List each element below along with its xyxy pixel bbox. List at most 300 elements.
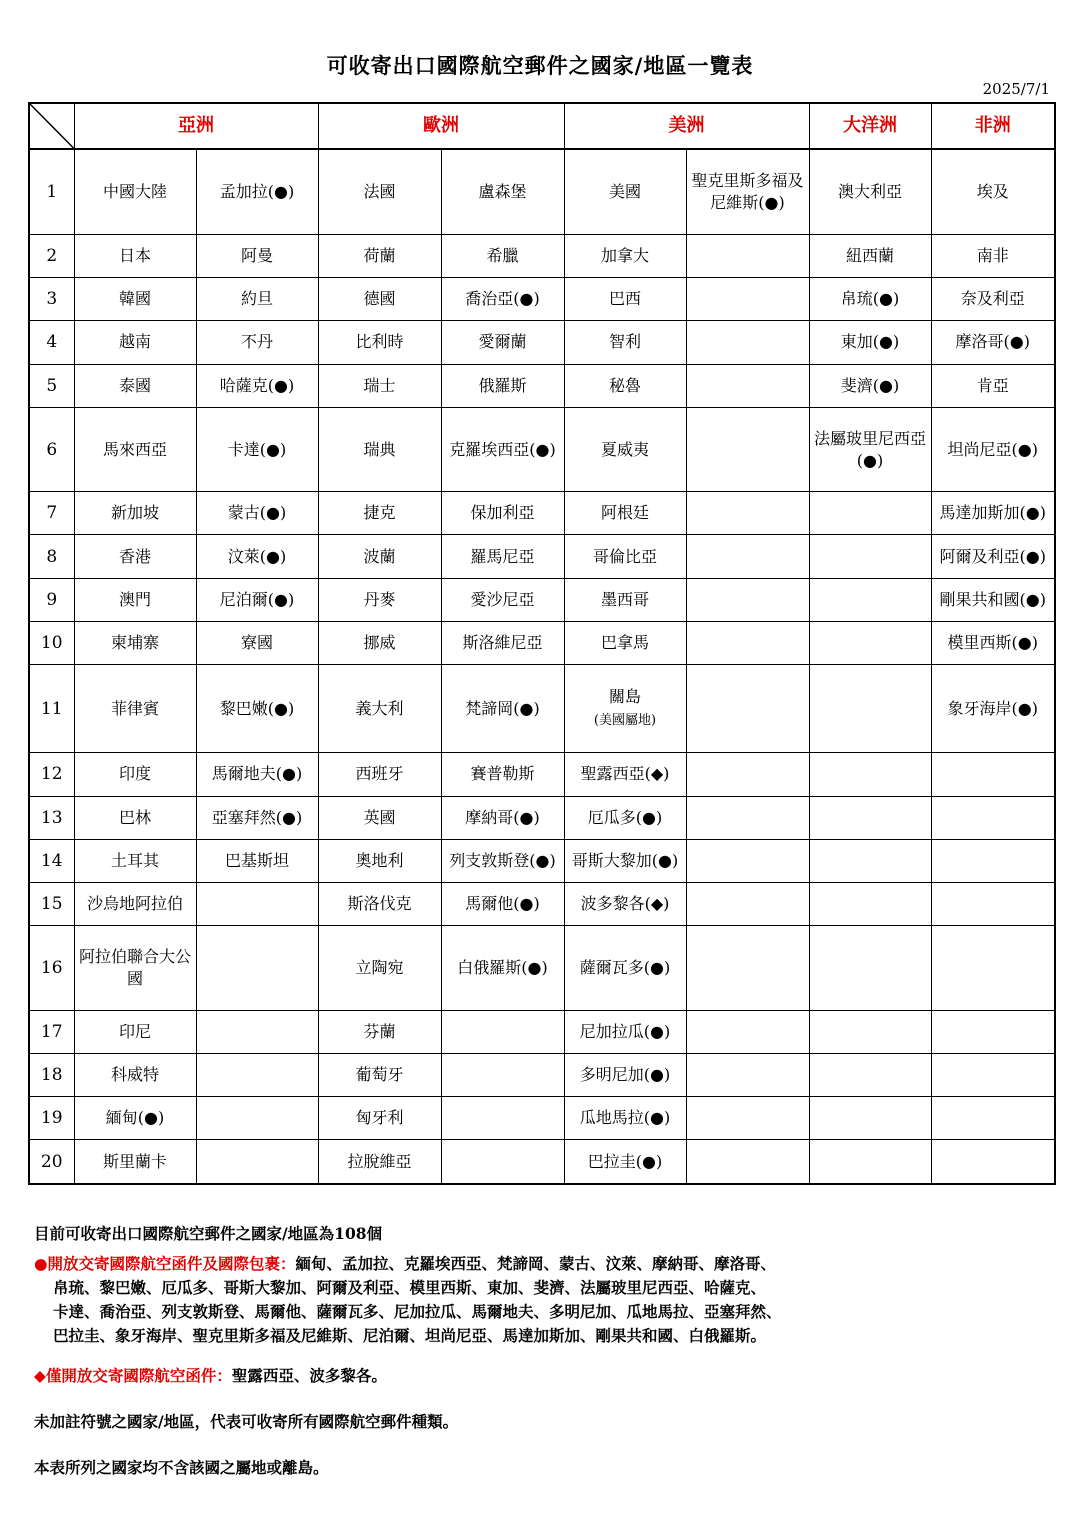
row-number: 15 bbox=[40, 894, 63, 915]
country-cell bbox=[441, 1097, 564, 1140]
row-number-cell bbox=[29, 407, 74, 492]
country-cell bbox=[441, 839, 564, 882]
table-row bbox=[29, 535, 1055, 578]
country-cell bbox=[686, 1097, 809, 1140]
country-cell bbox=[564, 149, 686, 234]
country-name: 模里西斯(●) bbox=[947, 632, 1038, 652]
country-cell bbox=[564, 1053, 686, 1096]
country-name: 秘魯 bbox=[608, 375, 641, 395]
country-name: 波多黎各(◆) bbox=[580, 894, 670, 914]
dot-legend bbox=[34, 1252, 1044, 1276]
country-name: 瓜地馬拉(●) bbox=[579, 1108, 671, 1128]
country-name: 印尼 bbox=[118, 1021, 151, 1041]
country-cell bbox=[686, 753, 809, 796]
country-cell bbox=[74, 234, 196, 277]
country-name: 波蘭 bbox=[363, 546, 396, 566]
country-cell bbox=[318, 234, 441, 277]
country-name: 中國大陸 bbox=[102, 181, 167, 201]
country-name: 法國 bbox=[363, 181, 396, 201]
table-row bbox=[29, 1053, 1055, 1096]
row-number: 16 bbox=[40, 957, 63, 978]
country-cell bbox=[564, 882, 686, 925]
country-name: 加拿大 bbox=[600, 246, 649, 266]
country-name: 阿爾及利亞(●) bbox=[939, 546, 1046, 566]
corner-diagonal-cell bbox=[29, 103, 74, 149]
country-name: 巴拉圭(●) bbox=[587, 1151, 663, 1171]
country-cell bbox=[318, 839, 441, 882]
country-cell bbox=[196, 839, 318, 882]
country-name: 哥倫比亞 bbox=[592, 546, 657, 566]
country-cell bbox=[196, 1053, 318, 1096]
table-row bbox=[29, 926, 1055, 1011]
country-cell bbox=[564, 364, 686, 407]
country-cell bbox=[318, 278, 441, 321]
diamond-legend bbox=[34, 1364, 1044, 1388]
country-cell bbox=[196, 535, 318, 578]
country-cell bbox=[74, 665, 196, 753]
country-name: 印度 bbox=[118, 764, 151, 784]
country-cell bbox=[686, 149, 809, 234]
country-name: 墨西哥 bbox=[600, 589, 649, 609]
country-name: 哥斯大黎加(●) bbox=[571, 850, 679, 870]
country-cell bbox=[931, 665, 1055, 753]
country-cell bbox=[686, 1010, 809, 1053]
diamond-legend-text: 聖露西亞、波多黎各。 bbox=[231, 1366, 387, 1385]
country-name: 阿拉伯聯合大公國 bbox=[78, 946, 191, 988]
country-cell bbox=[564, 621, 686, 664]
country-cell bbox=[196, 578, 318, 621]
row-number-cell bbox=[29, 535, 74, 578]
country-name: 馬爾地夫(●) bbox=[211, 764, 303, 784]
country-name: 阿曼 bbox=[240, 246, 273, 266]
country-cell bbox=[686, 278, 809, 321]
country-cell bbox=[74, 796, 196, 839]
row-number: 20 bbox=[40, 1151, 63, 1172]
country-cell bbox=[564, 492, 686, 535]
country-cell bbox=[74, 407, 196, 492]
country-cell bbox=[74, 578, 196, 621]
country-cell bbox=[441, 926, 564, 1011]
country-cell bbox=[441, 535, 564, 578]
country-name: 挪威 bbox=[363, 632, 396, 652]
row-number-cell bbox=[29, 621, 74, 664]
row-number: 18 bbox=[40, 1065, 63, 1085]
country-cell bbox=[809, 796, 931, 839]
country-cell bbox=[441, 234, 564, 277]
country-name: 哈薩克(●) bbox=[219, 375, 295, 395]
country-cell bbox=[564, 234, 686, 277]
country-cell bbox=[441, 1053, 564, 1096]
country-cell bbox=[196, 926, 318, 1011]
country-name: 拉脫維亞 bbox=[347, 1151, 412, 1171]
page-title: 可收寄出口國際航空郵件之國家/地區一覽表 bbox=[326, 53, 754, 78]
table-row bbox=[29, 149, 1055, 234]
row-number: 13 bbox=[40, 807, 63, 828]
country-name: 斯里蘭卡 bbox=[102, 1151, 167, 1171]
country-cell bbox=[931, 364, 1055, 407]
row-number-cell bbox=[29, 578, 74, 621]
country-name: 英國 bbox=[363, 807, 396, 827]
country-cell bbox=[564, 1097, 686, 1140]
country-name: 南非 bbox=[976, 246, 1009, 266]
table-row bbox=[29, 665, 1055, 753]
country-cell bbox=[809, 578, 931, 621]
country-name: 新加坡 bbox=[110, 503, 159, 523]
country-cell bbox=[809, 321, 931, 364]
country-cell bbox=[686, 578, 809, 621]
country-cell bbox=[441, 1140, 564, 1184]
country-name: 荷蘭 bbox=[363, 246, 396, 266]
country-name: 不丹 bbox=[240, 332, 273, 352]
country-cell bbox=[686, 882, 809, 925]
table-row bbox=[29, 796, 1055, 839]
row-number: 6 bbox=[46, 439, 58, 460]
country-cell bbox=[931, 234, 1055, 277]
country-name: 紐西蘭 bbox=[845, 246, 894, 266]
country-cell bbox=[686, 839, 809, 882]
country-cell bbox=[686, 321, 809, 364]
country-name: 剛果共和國(●) bbox=[939, 589, 1046, 609]
country-cell bbox=[318, 1140, 441, 1184]
country-cell bbox=[74, 753, 196, 796]
country-cell bbox=[318, 796, 441, 839]
country-name: 白俄羅斯(●) bbox=[457, 957, 548, 977]
table-row bbox=[29, 1010, 1055, 1053]
country-cell bbox=[441, 753, 564, 796]
country-name: 香港 bbox=[118, 546, 151, 566]
country-cell bbox=[809, 149, 931, 234]
dot-legend-line1: 緬甸、孟加拉、克羅埃西亞、梵諦岡、蒙古、汶萊、摩納哥、摩洛哥、 bbox=[295, 1254, 777, 1273]
country-cell bbox=[931, 535, 1055, 578]
country-cell bbox=[441, 578, 564, 621]
country-cell bbox=[931, 578, 1055, 621]
country-cell bbox=[809, 535, 931, 578]
country-cell bbox=[686, 1140, 809, 1184]
country-name: 聖克里斯多福及尼維斯(●) bbox=[691, 170, 804, 212]
country-cell bbox=[196, 492, 318, 535]
country-name: 沙烏地阿拉伯 bbox=[86, 894, 183, 914]
country-cell bbox=[74, 321, 196, 364]
country-name: 坦尚尼亞(●) bbox=[947, 439, 1038, 459]
unmarked-note: 未加註符號之國家/地區，代表可收寄所有國際航空郵件種類。 bbox=[34, 1412, 459, 1431]
region-header-row bbox=[29, 103, 1055, 149]
country-name: 阿根廷 bbox=[600, 503, 649, 523]
country-cell bbox=[318, 149, 441, 234]
country-cell bbox=[196, 234, 318, 277]
country-table bbox=[28, 102, 1056, 1185]
country-name: 葡萄牙 bbox=[355, 1065, 404, 1084]
country-name: 智利 bbox=[608, 332, 641, 352]
country-cell bbox=[564, 1140, 686, 1184]
country-cell bbox=[686, 234, 809, 277]
country-cell bbox=[931, 839, 1055, 882]
country-cell bbox=[564, 535, 686, 578]
country-cell bbox=[318, 321, 441, 364]
country-name: 丹麥 bbox=[363, 589, 396, 609]
country-cell bbox=[318, 578, 441, 621]
region-asia: 亞洲 bbox=[74, 103, 318, 149]
country-cell bbox=[564, 926, 686, 1011]
country-name: 越南 bbox=[118, 332, 151, 352]
row-number: 17 bbox=[40, 1021, 63, 1042]
country-cell bbox=[931, 882, 1055, 925]
row-number-cell bbox=[29, 926, 74, 1011]
country-cell bbox=[564, 796, 686, 839]
row-number: 11 bbox=[40, 698, 63, 719]
country-cell bbox=[809, 278, 931, 321]
row-number-cell bbox=[29, 1097, 74, 1140]
country-name: 羅馬尼亞 bbox=[470, 546, 535, 566]
country-cell bbox=[196, 882, 318, 925]
country-name: 奈及利亞 bbox=[960, 289, 1025, 309]
country-name: 馬來西亞 bbox=[102, 439, 167, 459]
row-number: 3 bbox=[46, 289, 58, 310]
country-cell bbox=[318, 535, 441, 578]
country-cell bbox=[441, 149, 564, 234]
country-name: 厄瓜多(●) bbox=[587, 807, 663, 827]
row-number: 9 bbox=[46, 589, 58, 610]
row-number: 19 bbox=[40, 1108, 63, 1129]
row-number: 12 bbox=[40, 764, 63, 785]
country-name: 卡達(●) bbox=[227, 439, 287, 459]
country-cell bbox=[809, 1097, 931, 1140]
country-cell bbox=[318, 492, 441, 535]
row-number-cell bbox=[29, 149, 74, 234]
country-name: 斐濟(●) bbox=[840, 375, 900, 395]
country-name: 柬埔寨 bbox=[110, 632, 159, 652]
table-row bbox=[29, 882, 1055, 925]
country-cell bbox=[318, 882, 441, 925]
country-name: 菲律賓 bbox=[110, 698, 159, 718]
country-cell bbox=[686, 492, 809, 535]
row-number: 8 bbox=[46, 546, 58, 567]
country-name: 尼泊爾(●) bbox=[219, 589, 295, 609]
country-name: 希臘 bbox=[486, 246, 519, 266]
country-name: 梵諦岡(●) bbox=[465, 698, 540, 718]
country-name: 捷克 bbox=[363, 503, 396, 523]
country-name: 巴基斯坦 bbox=[224, 850, 289, 870]
country-cell bbox=[564, 665, 686, 753]
table-row bbox=[29, 407, 1055, 492]
country-cell bbox=[686, 364, 809, 407]
country-cell bbox=[74, 492, 196, 535]
country-name: 俄羅斯 bbox=[478, 375, 527, 395]
row-number-cell bbox=[29, 278, 74, 321]
table-row bbox=[29, 234, 1055, 277]
country-cell bbox=[318, 1010, 441, 1053]
country-cell bbox=[931, 926, 1055, 1011]
country-cell bbox=[809, 1053, 931, 1096]
diamond-legend-label: ◆僅開放交寄國際航空函件： bbox=[34, 1366, 232, 1385]
total-count-note: 目前可收寄出口國際航空郵件之國家/地區為108個 bbox=[34, 1224, 383, 1243]
country-cell bbox=[196, 407, 318, 492]
country-cell bbox=[809, 364, 931, 407]
country-cell bbox=[931, 1097, 1055, 1140]
table-row bbox=[29, 278, 1055, 321]
row-number-cell bbox=[29, 1140, 74, 1184]
country-cell bbox=[931, 1010, 1055, 1053]
country-cell bbox=[931, 753, 1055, 796]
country-cell bbox=[931, 149, 1055, 234]
country-cell bbox=[441, 364, 564, 407]
country-cell bbox=[809, 882, 931, 925]
table-row bbox=[29, 1140, 1055, 1184]
country-name: 約旦 bbox=[240, 289, 273, 309]
country-cell bbox=[196, 753, 318, 796]
country-cell bbox=[74, 149, 196, 234]
country-name: 蒙古(●) bbox=[227, 503, 287, 523]
country-cell bbox=[441, 278, 564, 321]
country-cell bbox=[74, 926, 196, 1011]
table-row bbox=[29, 753, 1055, 796]
country-cell bbox=[441, 796, 564, 839]
country-name: 盧森堡 bbox=[478, 181, 527, 201]
country-cell bbox=[74, 839, 196, 882]
country-cell bbox=[196, 665, 318, 753]
row-number-cell bbox=[29, 364, 74, 407]
country-cell bbox=[318, 364, 441, 407]
region-americas: 美洲 bbox=[564, 103, 809, 149]
country-cell bbox=[931, 407, 1055, 492]
country-cell bbox=[196, 1010, 318, 1053]
country-name: 馬爾他(●) bbox=[465, 894, 540, 914]
country-name: 象牙海岸(●) bbox=[947, 698, 1038, 718]
country-cell bbox=[441, 621, 564, 664]
table-row bbox=[29, 578, 1055, 621]
row-number-cell bbox=[29, 796, 74, 839]
country-cell bbox=[564, 321, 686, 364]
country-name: 瑞典 bbox=[363, 439, 396, 459]
country-cell bbox=[809, 621, 931, 664]
country-cell bbox=[74, 1053, 196, 1096]
country-name: 摩洛哥(●) bbox=[955, 332, 1030, 352]
country-cell bbox=[196, 149, 318, 234]
country-cell bbox=[931, 321, 1055, 364]
country-name: 愛爾蘭 bbox=[478, 332, 527, 352]
country-name: 東加(●) bbox=[840, 332, 900, 352]
country-cell bbox=[564, 578, 686, 621]
row-number-cell bbox=[29, 1053, 74, 1096]
country-name: 寮國 bbox=[240, 632, 273, 652]
country-cell bbox=[564, 1010, 686, 1053]
country-cell bbox=[809, 753, 931, 796]
country-name: 夏威夷 bbox=[600, 439, 649, 459]
country-name: 立陶宛 bbox=[355, 957, 404, 977]
country-cell bbox=[931, 492, 1055, 535]
country-cell bbox=[74, 364, 196, 407]
country-name: 巴拿馬 bbox=[600, 632, 649, 652]
country-name: 馬達加斯加(●) bbox=[939, 503, 1046, 523]
row-number: 1 bbox=[46, 181, 58, 202]
region-oceania: 大洋洲 bbox=[809, 103, 931, 149]
country-cell bbox=[318, 1053, 441, 1096]
date-label: 2025/7/1 bbox=[982, 80, 1050, 98]
country-cell bbox=[564, 407, 686, 492]
country-name: 法屬玻里尼西亞(●) bbox=[813, 428, 926, 470]
row-number-cell bbox=[29, 1010, 74, 1053]
row-number: 2 bbox=[46, 246, 58, 267]
row-number-cell bbox=[29, 492, 74, 535]
country-name: 帛琉(●) bbox=[840, 289, 900, 309]
country-cell bbox=[686, 665, 809, 753]
country-name: 奧地利 bbox=[355, 850, 404, 870]
country-name: 黎巴嫩(●) bbox=[219, 698, 295, 718]
country-name: 汶萊(●) bbox=[227, 546, 287, 566]
country-name: 尼加拉瓜(●) bbox=[579, 1021, 671, 1041]
dot-legend-label: ●開放交寄國際航空函件及國際包裹： bbox=[34, 1254, 296, 1273]
country-name: 克羅埃西亞(●) bbox=[449, 439, 556, 459]
country-name: 韓國 bbox=[118, 289, 151, 309]
country-name: 關島 bbox=[608, 686, 641, 706]
country-cell bbox=[441, 665, 564, 753]
country-cell bbox=[441, 1010, 564, 1053]
row-number-cell bbox=[29, 882, 74, 925]
country-cell bbox=[809, 839, 931, 882]
country-cell bbox=[74, 278, 196, 321]
country-cell bbox=[809, 926, 931, 1011]
exclusion-note: 本表所列之國家均不含該國之屬地或離島。 bbox=[34, 1458, 329, 1477]
country-name: 緬甸(●) bbox=[105, 1108, 165, 1128]
country-name: 巴西 bbox=[608, 289, 641, 309]
country-cell bbox=[196, 1097, 318, 1140]
row-number: 7 bbox=[46, 503, 58, 524]
table-row bbox=[29, 839, 1055, 882]
country-cell bbox=[74, 1010, 196, 1053]
table-row bbox=[29, 1097, 1055, 1140]
country-name: 芬蘭 bbox=[363, 1021, 396, 1041]
country-cell bbox=[318, 926, 441, 1011]
country-cell bbox=[931, 1053, 1055, 1096]
country-cell bbox=[564, 753, 686, 796]
country-cell bbox=[74, 882, 196, 925]
table-row bbox=[29, 321, 1055, 364]
country-cell bbox=[441, 882, 564, 925]
country-cell bbox=[196, 796, 318, 839]
country-name: 薩爾瓦多(●) bbox=[579, 957, 671, 977]
notes-section bbox=[34, 1222, 1044, 1480]
table-row bbox=[29, 621, 1055, 664]
country-cell bbox=[564, 839, 686, 882]
country-name: 泰國 bbox=[118, 375, 151, 395]
country-name: 保加利亞 bbox=[470, 503, 535, 523]
country-name: 瑞士 bbox=[363, 375, 396, 395]
row-number-cell bbox=[29, 839, 74, 882]
country-cell bbox=[686, 796, 809, 839]
country-cell bbox=[686, 926, 809, 1011]
dot-legend-line3: 卡達、喬治亞、列支敦斯登、馬爾他、薩爾瓦多、尼加拉瓜、馬爾地夫、多明尼加、瓜地馬拉、亞塞拜然、 bbox=[53, 1302, 782, 1321]
country-cell bbox=[931, 1140, 1055, 1184]
country-cell bbox=[318, 665, 441, 753]
country-cell bbox=[564, 278, 686, 321]
dot-legend-line4: 巴拉圭、象牙海岸、聖克里斯多福及尼維斯、尼泊爾、坦尚尼亞、馬達加斯加、剛果共和國、白俄羅斯。 bbox=[53, 1326, 767, 1345]
country-name: 喬治亞(●) bbox=[465, 289, 540, 309]
row-number: 4 bbox=[46, 332, 58, 353]
country-cell bbox=[931, 796, 1055, 839]
country-cell bbox=[196, 364, 318, 407]
country-cell bbox=[931, 278, 1055, 321]
country-cell bbox=[441, 492, 564, 535]
country-cell bbox=[686, 621, 809, 664]
country-cell bbox=[686, 407, 809, 492]
country-cell bbox=[318, 753, 441, 796]
country-cell bbox=[74, 1140, 196, 1184]
row-number-cell bbox=[29, 665, 74, 753]
country-cell bbox=[196, 1140, 318, 1184]
row-number: 14 bbox=[40, 850, 63, 871]
country-cell bbox=[196, 621, 318, 664]
guam-territory-note: (美國屬地) bbox=[593, 712, 657, 728]
country-name: 土耳其 bbox=[110, 850, 159, 870]
